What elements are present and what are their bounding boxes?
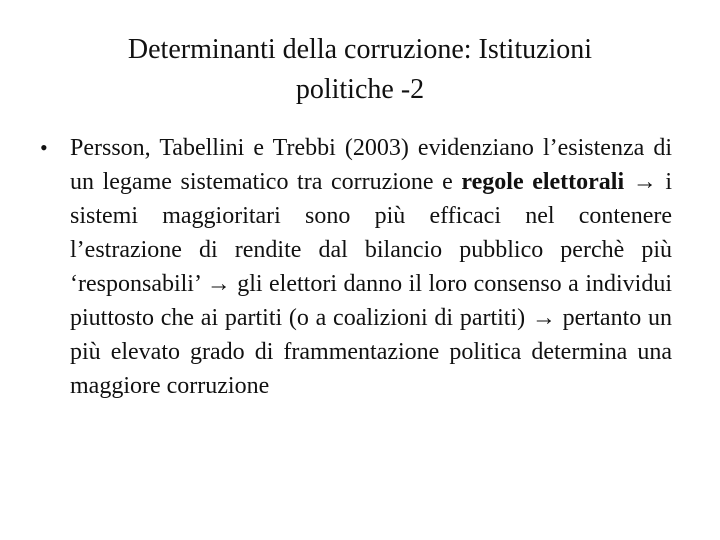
bullet-text-part-1: Persson, Tabellini e Trebbi (2003) evidenziano l’esistenza di un legame sistematico tra corruzione e [70, 135, 672, 195]
slide-title-line-2: politiche -2 [295, 74, 425, 105]
slide-title [60, 30, 660, 110]
slide-title-line-1: Determinanti della corruzione: Istituzioni [127, 34, 593, 65]
bullet-text-bold: regole elettorali [461, 169, 625, 195]
bullet-marker: • [40, 135, 48, 160]
bullet-list [40, 131, 672, 403]
bullet-item [40, 131, 672, 403]
bullet-text-part-2: → i sistemi maggioritari sono più efficaci nel contenere l’estrazione di rendite dal bilancio pubblico perchè più ‘responsabili’ → gli elettori danno il loro consenso a individui piuttosto che ai partiti (o a coalizioni di partiti) → pertanto un più elevato grado di frammentazione politica determina una maggiore corruzione [70, 169, 672, 399]
